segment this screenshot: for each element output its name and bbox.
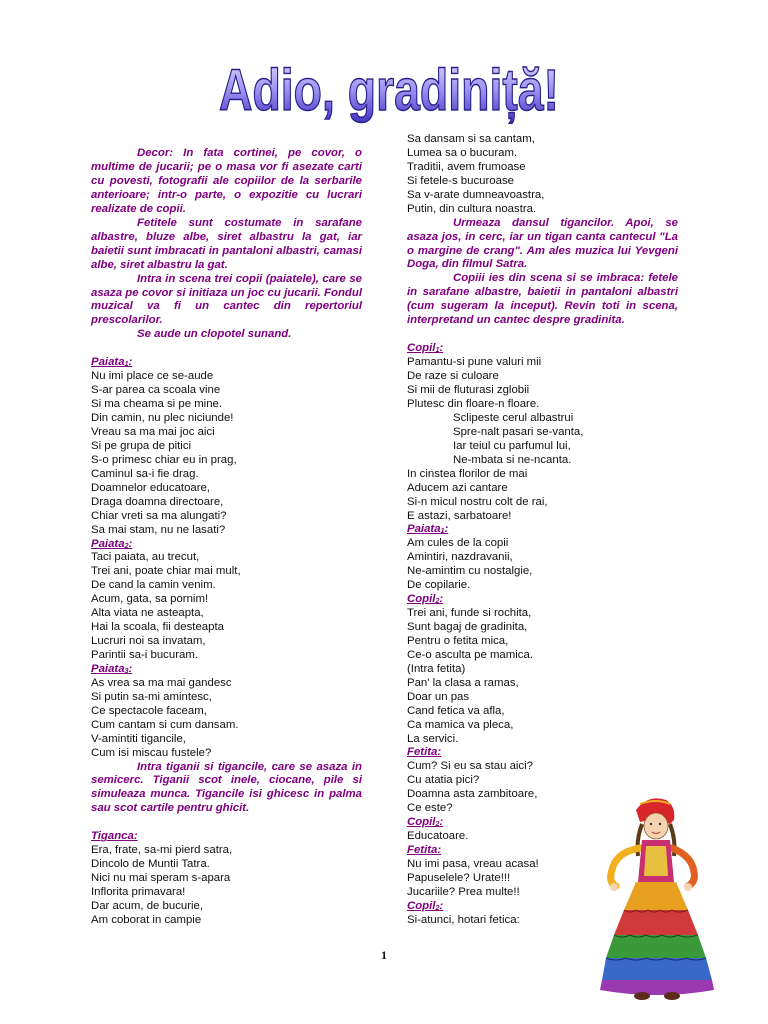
verse-line: Doar un pas [407, 690, 470, 703]
verse-block [91, 370, 362, 537]
verse-line: In cinstea florilor de mai [407, 467, 528, 480]
verse-line: S-o primesc chiar eu in prag, [91, 453, 237, 466]
verse-line: Acum, gata, sa pornim! [91, 593, 209, 606]
verse-block [407, 607, 678, 746]
verse-line: Am coborat in campie [91, 913, 202, 926]
verse-line: Vreau sa ma mai joc aici [91, 426, 215, 439]
verse-line: Nu imi pasa, vreau acasa! [407, 857, 539, 870]
verse-line: De copilarie. [407, 579, 471, 592]
verse-line: Taci paiata, au trecut, [91, 551, 200, 564]
verse-line: E astazi, sarbatoare! [407, 509, 512, 522]
verse-line: As vrea sa ma mai gandesc [91, 676, 232, 689]
verse-line: Pentru o fetita mica, [407, 634, 509, 647]
verse-line: Ne-amintim cu nostalgie, [407, 565, 533, 578]
verse-line: Am cules de la copii [407, 537, 509, 550]
speaker-label: Fetita: [407, 746, 442, 759]
verse-line: Draga doamna directoare, [91, 495, 224, 508]
speaker-label: Copil$_2$: [407, 816, 444, 829]
verse-line: Aducem azi cantare [407, 481, 508, 494]
verse-line: S-ar parea ca scoala vine [91, 384, 221, 397]
verse-line: La servici. [407, 732, 459, 745]
title-wordart [214, 48, 645, 138]
verse-line: Iar teiul cu parfumul lui, [453, 439, 571, 452]
verse-line: Papuselele? Urate!!! [407, 871, 511, 884]
verse-block [407, 356, 678, 412]
verse-line: Inflorita primavara! [91, 886, 186, 899]
verse-line: Si pe grupa de pitici [91, 439, 192, 452]
speaker-label: Paiata$_1$: [407, 523, 449, 536]
page-number: 1 [381, 948, 387, 962]
verse-block [91, 677, 362, 761]
verse-line: Sa v-arate dumneavoastra, [407, 188, 545, 201]
verse-line: Trei ani, poate chiar mai mult, [91, 565, 241, 578]
stage-direction: Intra tiganii si tigancile, care se asaza in semicerc. Tiganii scot inele, ciocane, pile si simuleaza munca. Tigancile isi ghicesc in palma sau scot cartile pentru ghicit. [91, 760, 362, 815]
verse-line: Dincolo de Muntii Tatra. [91, 858, 210, 871]
verse-line: Si putin sa-mi amintesc, [91, 690, 212, 703]
verse-line: Ce-o asculta pe mamica. [407, 648, 533, 661]
verse-line: Din camin, nu plec niciunde! [91, 412, 234, 425]
verse-line: Era, frate, sa-mi pierd satra, [91, 844, 233, 857]
stage-direction: Copiii ies din scena si se imbraca: fetele in sarafane albastre, baietii in pantaloni albastri (cum sugeram la inceput). Revin toti in scena, interpretand un cantec despre gradinita. [407, 272, 678, 327]
speaker-label: Paiata$_3$: [91, 662, 133, 675]
gypsy-girl-drawing [596, 790, 722, 1005]
verse-line: Doamnelor educatoare, [91, 481, 211, 494]
verse-block [91, 844, 362, 928]
speaker-label: Paiata$_2$: [91, 537, 133, 550]
verse-line: De raze si culoare [407, 370, 499, 383]
verse-line: Ce spectacole faceam, [91, 704, 207, 717]
verse-line: Si-atunci, hotari fetica: [407, 913, 520, 926]
verse-line: Sclipeste cerul albastrui [453, 411, 574, 424]
verse-line: Si ma cheama si pe mine. [91, 398, 223, 411]
verse-line: Lucruri noi sa invatam, [91, 635, 206, 648]
verse-line: Doamna asta zambitoare, [407, 788, 538, 801]
verse-line: Cum? Si eu sa stau aici? [407, 760, 533, 773]
verse-line: Sa mai stam, nu ne lasati? [91, 523, 226, 536]
stage-direction: Decor: In fata cortinei, pe covor, o multime de jucarii; pe o masa vor fi asezate carti cu povesti, fotografii ale copiilor de la serbarile anterioare; intr-o parte, o expozitie cu lucrari realizate de copii. [91, 147, 362, 215]
verse-line: Amintiri, nazdravanii, [407, 551, 513, 564]
verse-line: Ca mamica va pleca, [407, 718, 514, 731]
page-title [214, 48, 645, 138]
verse-line: Si mii de fluturasi zglobii [407, 384, 530, 397]
verse-block [407, 468, 678, 524]
left-column [91, 147, 362, 928]
verse-block [407, 133, 678, 217]
verse-line: Lumea sa o bucuram. [407, 146, 518, 159]
speaker-label: Copil$_2$: [407, 899, 444, 912]
verse-line: Traditii, avem frumoase [407, 160, 526, 173]
stage-direction: Urmeaza dansul tigancilor. Apoi, se asaza jos, in cerc, iar un tigan canta cantecul "La o margine de crang". Am ales muzica lui Yevgeni Doga, din filmul Satra. [407, 216, 678, 271]
verse-block [91, 551, 362, 663]
verse-line: Pan' la clasa a ramas, [407, 676, 519, 689]
verse-line: Cand fetica va afla, [407, 704, 505, 717]
verse-line: Pamantu-si pune valuri mii [407, 356, 542, 369]
speaker-label: Tiganca: [91, 830, 138, 843]
verse-line: Sunt bagaj de gradinita, [407, 621, 528, 633]
verse-line: (Intra fetita) [407, 662, 466, 675]
title-text: Adio, gradiniță! [219, 58, 645, 123]
verse-line: Plutesc din floare-n floare. [407, 398, 540, 410]
verse-line: Si fetele-s bucuroase [407, 174, 515, 187]
speaker-label: Fetita: [407, 844, 442, 856]
verse-line: De cand la camin venim. [91, 579, 216, 592]
verse-line: V-amintiti tigancile, [91, 732, 186, 745]
verse-line: Dar acum, de bucurie, [91, 900, 204, 913]
stage-direction: Fetitele sunt costumate in sarafane albastre, bluze albe, siret albastru la gat, iar baietii sunt imbracati in pantaloni albastri, camasi albe, siret albastru la gat. [91, 216, 362, 271]
verse-block [407, 537, 678, 593]
verse-line: Nu imi place ce se-aude [91, 370, 214, 383]
verse-line: Jucariile? Prea multe!! [407, 885, 520, 898]
verse-line: Ne-mbata si ne-ncanta. [453, 453, 572, 466]
verse-line: Cum isi miscau fustele? [91, 746, 212, 759]
speaker-label: Copil$_1$: [407, 342, 444, 355]
verse-line: Putin, din cultura noastra. [407, 202, 537, 215]
speaker-label: Copil$_2$: [407, 593, 444, 606]
verse-line: Cu atatia pici? [407, 774, 480, 787]
verse-line: Spre-nalt pasari se-vanta, [453, 425, 584, 438]
verse-line: Parintii sa-i bucuram. [91, 649, 198, 662]
speaker-label: Paiata$_1$: [91, 356, 133, 369]
verse-block-indented [407, 412, 678, 468]
verse-line: Caminul sa-i fie drag. [91, 467, 199, 480]
verse-line: Chiar vreti sa ma alungati? [91, 509, 227, 522]
verse-line: Nici nu mai speram s-apara [91, 872, 231, 885]
stage-direction: Se aude un clopotel sunand. [137, 328, 292, 341]
stage-directions-intro [91, 147, 362, 342]
verse-line: Cum cantam si cum dansam. [91, 718, 239, 731]
gypsy-girl-illustration [596, 790, 722, 1005]
verse-line: Hai la scoala, fii desteapta [91, 621, 224, 634]
verse-line: Educatoare. [407, 830, 469, 843]
verse-line: Si-n micul nostru colt de rai, [407, 495, 548, 508]
verse-line: Sa dansam si sa cantam, [407, 133, 535, 145]
verse-line: Ce este? [407, 802, 453, 815]
stage-direction: Intra in scena trei copii (paiatele), care se asaza pe covor si initiaza un joc cu jucarii. Fondul muzical va fi un cantec din repertoriul prescolarilor. [91, 272, 362, 327]
verse-line: Trei ani, funde si rochita, [407, 607, 532, 620]
verse-line: Alta viata ne asteapta, [91, 607, 204, 620]
